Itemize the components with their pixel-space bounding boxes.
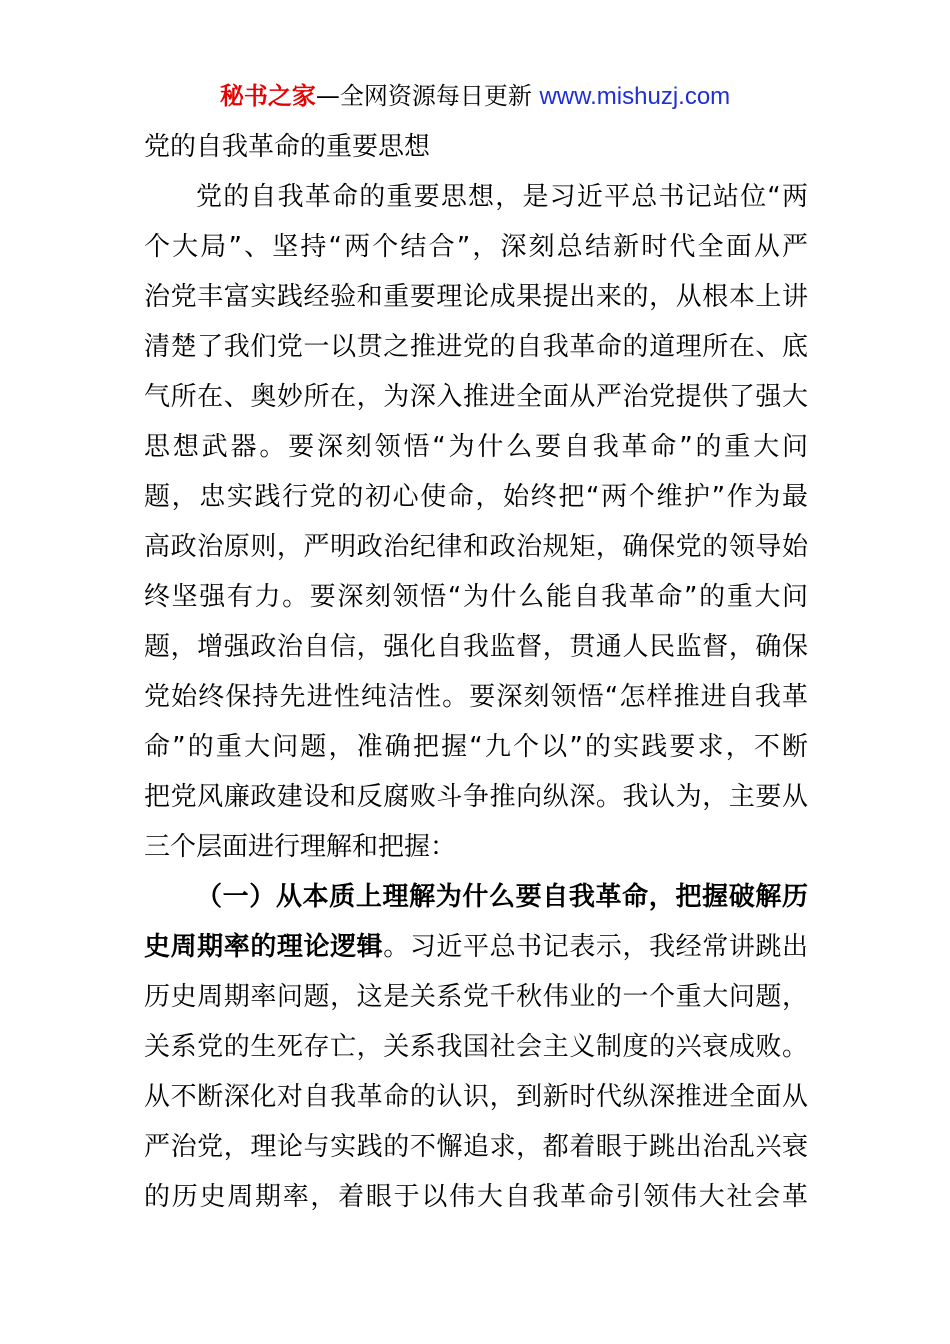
document-body — [144, 122, 808, 1222]
paragraph-line: 严治党，理论与实践的不懈追求，都着眼于跳出治乱兴衰 — [144, 1132, 808, 1162]
paragraph-line: 题，忠实践行党的初心使命，始终把“两个维护”作为最 — [144, 482, 808, 512]
document-title-line: 党的自我革命的重要思想 — [144, 132, 431, 162]
paragraph-line: 三个层面进行理解和把握： — [144, 832, 457, 862]
site-header — [0, 80, 950, 113]
paragraph-line: 关系党的生死存亡，关系我国社会主义制度的兴衰成败。 — [144, 1032, 808, 1062]
paragraph-line: 的历史周期率，着眼于以伟大自我革命引领伟大社会革 — [144, 1182, 808, 1212]
paragraph-line: 高政治原则，严明政治纪律和政治规矩，确保党的领导始 — [144, 532, 808, 562]
section-heading-continuation: 史周期率的理论逻辑 — [144, 932, 384, 962]
paragraph-line: 把党风廉政建设和反腐败斗争推向纵深。我认为，主要从 — [144, 782, 808, 812]
site-url-link[interactable]: www.mishuzj.com — [539, 83, 731, 110]
paragraph-line: 清楚了我们党一以贯之推进党的自我革命的道理所在、底 — [144, 332, 808, 362]
paragraph-line: 题，增强政治自信，强化自我监督，贯通人民监督，确保 — [144, 632, 808, 662]
section-1 — [144, 872, 808, 1222]
paragraph-line: 终坚强有力。要深刻领悟“为什么能自我革命”的重大问 — [144, 582, 808, 612]
section-heading: （一）从本质上理解为什么要自我革命，把握破解历 — [196, 882, 808, 912]
paragraph-line: 党的自我革命的重要思想，是习近平总书记站位“两 — [196, 182, 808, 212]
paragraph-line: 治党丰富实践经验和重要理论成果提出来的，从根本上讲 — [144, 282, 808, 312]
paragraph-line: 党始终保持先进性纯洁性。要深刻领悟“怎样推进自我革 — [144, 682, 808, 712]
site-brand: 秘书之家 — [219, 82, 316, 110]
paragraph-line — [144, 922, 808, 972]
site-tagline: —全网资源每日更新 — [315, 82, 540, 110]
section-text: 。习近平总书记表示，我经常讲跳出 — [383, 932, 808, 962]
paragraph-1 — [144, 172, 808, 872]
paragraph-line: 从不断深化对自我革命的认识，到新时代纵深推进全面从 — [144, 1082, 808, 1112]
paragraph-line: 思想武器。要深刻领悟“为什么要自我革命”的重大问 — [144, 432, 808, 462]
paragraph-line: 历史周期率问题，这是关系党千秋伟业的一个重大问题， — [144, 982, 808, 1012]
paragraph-line: 个大局”、坚持“两个结合”，深刻总结新时代全面从严 — [144, 232, 808, 262]
paragraph-line: 气所在、奥妙所在，为深入推进全面从严治党提供了强大 — [144, 382, 808, 412]
paragraph-line: 命”的重大问题，准确把握“九个以”的实践要求，不断 — [144, 732, 808, 762]
